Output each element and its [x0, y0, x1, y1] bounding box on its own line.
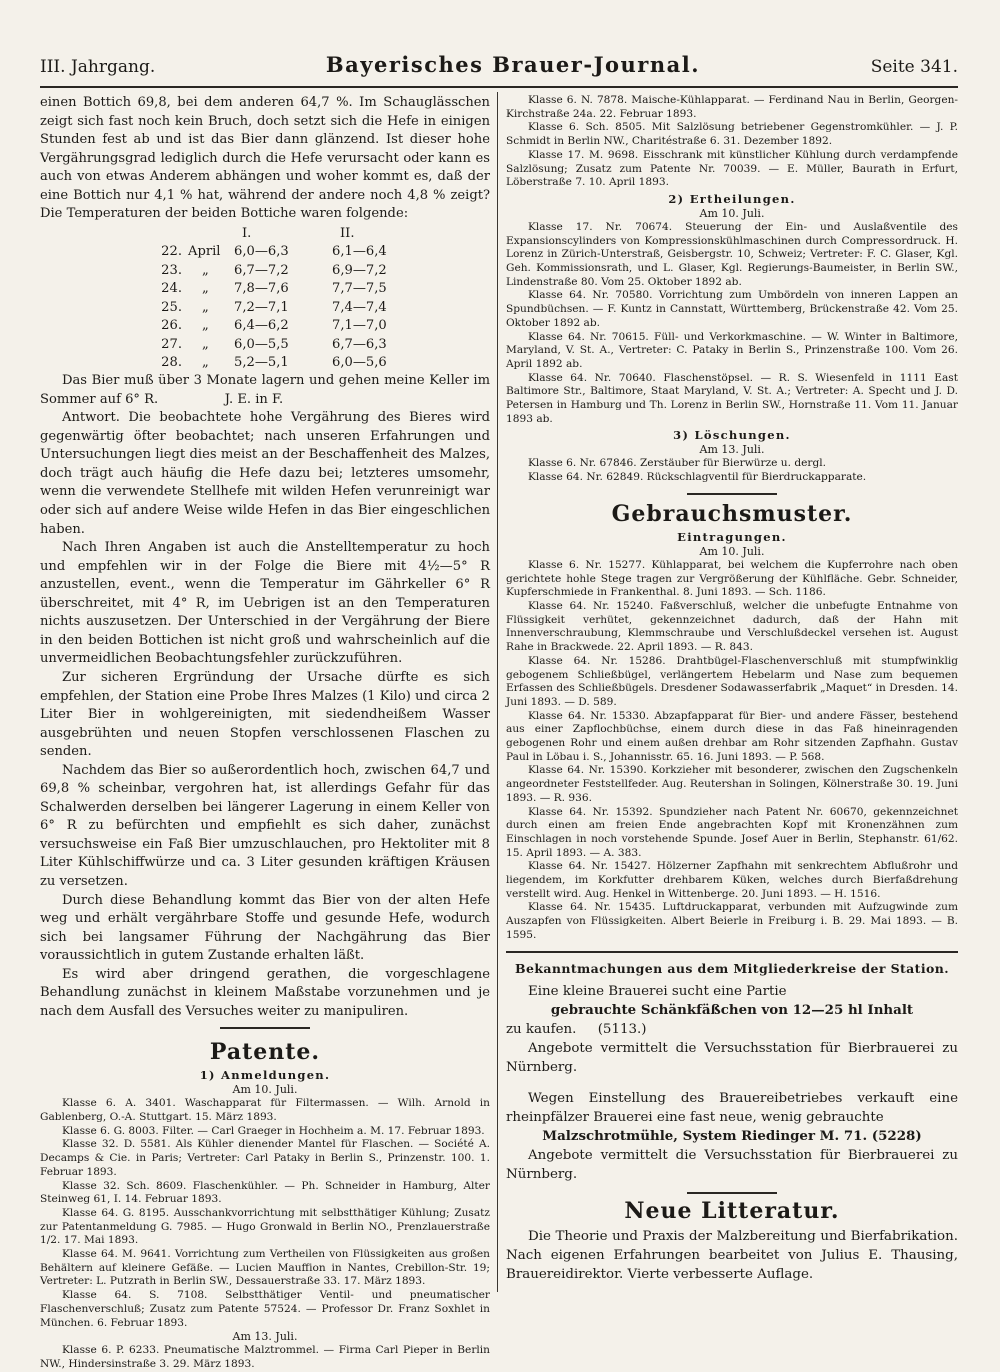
neue-litteratur-heading: Neue Litteratur.	[624, 1197, 840, 1224]
column-2-header: II.	[340, 225, 355, 241]
announcement-contact: Angebote vermittelt die Versuchsstation für Bierbrauerei zu Nürnberg.	[506, 1147, 958, 1182]
section-rule	[506, 951, 958, 953]
section-rule	[687, 493, 777, 495]
temperature-row	[144, 261, 387, 280]
anmeldungen-date: Am 10. Juli.	[232, 1083, 298, 1097]
anmeldungen-list	[40, 1097, 490, 1330]
announcement-text: zu kaufen. (5113.)	[506, 1021, 647, 1037]
value-2-cell: 6,0—5,6	[332, 355, 387, 371]
value-2-cell: 6,1—6,4	[332, 244, 387, 260]
temperature-row	[144, 354, 387, 373]
eintragungen-date: Am 10. Juli.	[699, 544, 765, 558]
announcements-heading: Bekanntmachungen aus dem Mitgliederkreise der Station.	[515, 960, 949, 976]
patent-entry: Klasse 32. D. 5581. Als Kühler dienender Mantel für Flaschen. — Société A. Decamps & Cie. in Paris; Vertreter: Carl Pataky in Berlin S., Prinzenstr. 100. 1. Februar 1893.	[40, 1138, 490, 1178]
literature-entry: Die Theorie und Praxis der Malzbereitung und Bierfabrikation. Nach eigenen Erfahrungen bearbeitet von Julius E. Thausing, Brauereidirektor. Vierte verbesserte Auflage.	[506, 1228, 958, 1282]
temperature-row	[144, 335, 387, 354]
patent-entry: Klasse 6. P. 6233. Pneumatische Malztrommel. — Firma Carl Pieper in Berlin NW., Hindersinstraße 3. 29. März 1893.	[40, 1344, 490, 1370]
value-2-cell: 6,9—7,2	[332, 262, 387, 278]
announcement-1	[506, 982, 958, 1077]
utility-model-entry: Klasse 64. Nr. 15330. Abzapfapparat für Bier- und andere Fässer, bestehend aus einer Zapflochbüchse, einem durch diese in das Faß hineinragenden gebogenen Rohr und einem außen drehbar am Rohr sitzenden Zapfhahn. Gustav Paul in Löbau i. S., Johannisstr. 65. 16. Juni 1893. — P. 568.	[506, 709, 958, 763]
patente-heading: Patente.	[209, 1039, 321, 1066]
temperature-row	[144, 298, 387, 317]
anmeldungen-list-2	[40, 1344, 490, 1371]
utility-model-entry: Klasse 64. Nr. 15392. Spundzieher nach Patent Nr. 60670, gekennzeichnet durch einen am freien Ende angebrachten Kopf mit Kronenzähnen zum Einschlagen in noch vorstehende Spunde. Josef Auer in Berlin, Stephanstr. 61/62. 15. April 1893. — A. 383.	[506, 805, 958, 859]
month-cell: „	[202, 281, 209, 297]
value-1-cell: 6,0—5,5	[234, 336, 289, 352]
temperature-table	[144, 224, 387, 372]
utility-model-entry: Klasse 64. Nr. 15390. Korkzieher mit besonderer, zwischen den Zugschenkeln angeordneter Feststellfeder. Aug. Reutershan in Solingen, Kölnerstraße 30. 19. Juni 1893. — R. 936.	[506, 764, 958, 804]
patent-entry: Klasse 32. Sch. 8609. Flaschenkühler. — Ph. Schneider in Hamburg, Alter Steinweg 61, I. 14. Februar 1893.	[40, 1179, 490, 1206]
page-number: Seite 341.	[870, 57, 958, 77]
patent-entry: Klasse 64. S. 7108. Selbstthätiger Ventil- und pneumatischer Flaschenverschluß; Zusatz zum Patente 57524. — Professor Dr. Franz Soxhlet in München. 6. Februar 1893.	[40, 1289, 490, 1329]
value-2-cell: 7,7—7,5	[332, 281, 387, 297]
value-1-cell: 6,7—7,2	[234, 262, 289, 278]
patent-entry: Klasse 6. A. 3401. Waschapparat für Filtermassen. — Wilh. Arnold in Gablenberg, O.-A. Stuttgart. 15. März 1893.	[40, 1097, 490, 1124]
anmeldungen-continued	[506, 94, 958, 190]
gebrauchsmuster-list	[506, 559, 958, 943]
loeschungen-date: Am 13. Juli.	[699, 443, 765, 457]
question-closing: Das Bier muß über 3 Monate lagern und gehen meine Keller im Sommer auf 6° R. J. E. in F.	[40, 373, 495, 407]
patent-entry: Klasse 64. Nr. 70580. Vorrichtung zum Umbördeln von inneren Lappen an Spundbüchsen. — F. Kuntz in Cannstatt, Württemberg, Brückenstraße 42. Vom 25. Oktober 1892 ab.	[506, 289, 958, 329]
anmeldungen-heading: 1) Anmeldungen.	[199, 1068, 331, 1083]
announcement-contact: Angebote vermittelt die Versuchsstation für Bierbrauerei zu Nürnberg.	[506, 1040, 958, 1075]
temperature-table-header	[144, 224, 387, 243]
patent-entry: Klasse 64. G. 8195. Ausschankvorrichtung mit selbstthätiger Kühlung; Zusatz zur Patentanmeldung G. 7985. — Hugo Gronwald in Berlin NO., Prenzlauerstraße 1/2. 17. Mai 1893.	[40, 1206, 490, 1247]
page-header	[40, 52, 958, 88]
patent-entry: Klasse 17. Nr. 70674. Steuerung der Ein- und Auslaßventile des Expansionscylinders von Kompressionskühlmaschinen durch Compressordruck. H. Lorenz in Zürich-Unterstraß, Geisbergstr. 10, Schweiz; Vertreter: F. C. Glaser, Kgl. Geh. Kommissionsrath, und L. Glaser, Kgl. Regierungs-Baumeister, in Berlin SW., Lindenstraße 80. Vom 25. Oktober 1892 ab.	[506, 220, 958, 288]
patent-entry: Klasse 64. Nr. 70615. Füll- und Verkorkmaschine. — W. Winter in Baltimore, Maryland, V. St. A., Vertreter: C. Pataky in Berlin S., Prinzenstraße 100. Vom 26. April 1892 ab.	[506, 330, 958, 370]
right-column	[506, 94, 958, 1284]
column-1-header: I.	[242, 225, 252, 241]
month-cell: April	[188, 244, 221, 260]
patent-entry: Klasse 17. M. 9698. Eisschrank mit künstlicher Kühlung durch verdampfende Salzlösung; Zusatz zum Patente Nr. 70039. — E. Müller, Baurath in Erfurt, Löberstraße 7. 10. April 1893.	[506, 148, 958, 189]
loeschungen-heading: 3) Löschungen.	[673, 428, 791, 443]
gebrauchsmuster-heading: Gebrauchsmuster.	[611, 500, 853, 527]
day-cell: 22.	[161, 244, 182, 260]
utility-model-entry: Klasse 64. Nr. 15427. Hölzerner Zapfhahn mit senkrechtem Abflußrohr und liegendem, im Korkfutter drehbarem Küken, welches durch Bierfaßdrehung verstellt wird. Aug. Henkel in Wittenberge. 20. Juni 1893. — H. 1516.	[506, 860, 958, 900]
answer-paragraph: Antwort. Die beobachtete hohe Vergährung des Bieres wird gegenwärtig öfter beobachtet; nach unseren Erfahrungen und Untersuchungen liegt dies meist an der Beschaffenheit des Malzes, doch trägt auch häufig die Hefe dazu bei; letzteres umsomehr, wenn die verwendete Stellhefe mit wilden Hefen verunreinigt war oder sich auf andere Weise wilde Hefen in das Bier eingeschlichen haben.	[40, 410, 490, 537]
patent-entry: Klasse 64. Nr. 62849. Rückschlagventil für Bierdruckapparate.	[528, 471, 867, 484]
month-cell: „	[202, 262, 209, 278]
section-rule	[687, 1192, 777, 1194]
value-1-cell: 7,2—7,1	[234, 299, 289, 315]
value-1-cell: 7,8—7,6	[234, 281, 289, 297]
answer-paragraph: Nach Ihren Angaben ist auch die Anstelltemperatur zu hoch und empfehlen wir in der Folge die Biere mit 4½—5° R anzustellen, event., wenn die Temperatur im Gährkeller 6° R überschreitet, mit 4° R, im Uebrigen ist an den Temperaturen nichts auszusetzen. Der Unterschied in der Vergährung der Biere in den beiden Bottichen ist nicht groß und wahrscheinlich auf die unvermeidlichen Beobachtungsfehler zurückzuführen.	[40, 540, 490, 667]
announcement-highlight: Malzschrotmühle, System Riedinger M. 71. (5228)	[542, 1127, 922, 1144]
ertheilungen-heading: 2) Ertheilungen.	[668, 191, 796, 206]
answer-paragraph: Es wird aber dringend gerathen, die vorgeschlagene Behandlung zunächst in kleinem Maßstabe vorzunehmen und je nach dem Ausfall des Versuches weiter zu manipuliren.	[40, 966, 490, 1019]
ertheilungen-list	[506, 221, 958, 427]
value-1-cell: 6,0—6,3	[234, 244, 289, 260]
question-text: einen Bottich 69,8, bei dem anderen 64,7 %. Im Schauglässchen zeigt sich fast noch kein Bruch, doch setzt sich die Hefe in einigen Stunden fest ab und ist das Bier dann glänzend. Ist dieser hohe Vergährungsgrad lediglich durch die Hefe verursacht oder kann es auch von etwas Anderem abhängen und woher kommt es, daß der eine Bottich nur 4,1 % hat, während der andere noch 4,8 % zeigt? Die Temperaturen der beiden Bottiche waren folgende:	[40, 95, 490, 222]
day-cell: 28.	[161, 355, 182, 371]
volume-label: III. Jahrgang.	[40, 57, 156, 77]
patent-entry: Klasse 64. M. 9641. Vorrichtung zum Vertheilen von Flüssigkeiten aus großen Behältern auf kleinere Gefäße. — Lucien Mauffion in Nantes, Crebillon-Str. 19; Vertreter: L. Putzrath in Berlin SW., Dessauerstraße 33. 17. März 1893.	[40, 1248, 490, 1288]
announcement-text: Wegen Einstellung des Brauereibetriebes verkauft eine rheinpfälzer Brauerei eine fast neue, wenig gebrauchte	[506, 1090, 958, 1125]
day-cell: 27.	[161, 336, 182, 352]
journal-title: Bayerisches Brauer-Journal.	[325, 52, 701, 77]
value-2-cell: 7,4—7,4	[332, 299, 387, 315]
left-column	[40, 94, 495, 1372]
announcement-text: Eine kleine Brauerei sucht eine Partie	[528, 983, 787, 999]
eintragungen-heading: Eintragungen.	[677, 529, 787, 544]
patent-entry: Klasse 6. N. 7878. Maische-Kühlapparat. — Ferdinand Nau in Berlin, Georgen-Kirchstraße 24a. 22. Februar 1893.	[506, 94, 958, 120]
answer-paragraph: Durch diese Behandlung kommt das Bier von der alten Hefe weg und erhält vergährbare Stoffe und gesunde Hefe, wodurch sich bei langsamer Führung der Nachgährung das Bier voraussichtlich in gutem Zustande erhalten läßt.	[40, 892, 490, 964]
temperature-row	[144, 242, 387, 261]
temperature-row	[144, 279, 387, 298]
temperature-row	[144, 317, 387, 336]
month-cell: „	[202, 318, 209, 334]
section-rule	[220, 1027, 310, 1029]
anmeldungen-date-2: Am 13. Juli.	[232, 1330, 298, 1344]
patent-entry: Klasse 6. G. 8003. Filter. — Carl Graeger in Hochheim a. M. 17. Februar 1893.	[62, 1124, 485, 1137]
value-2-cell: 7,1—7,0	[332, 318, 387, 334]
utility-model-entry: Klasse 64. Nr. 15286. Drahtbügel-Flaschenverschluß mit stumpfwinklig gebogenem Schließbügel, verlängertem Hebelarm und Nase zum bequemen Erfassen des Schließbügels. Dresdener Sodawasserfabrik „Maquet“ in Dresden. 14. Juni 1893. — D. 589.	[506, 654, 958, 708]
column-divider	[497, 92, 498, 1292]
patent-entry: Klasse 6. Sch. 8505. Mit Salzlösung betriebener Gegenstromkühler. — J. P. Schmidt in Berlin NW., Charitéstraße 6. 31. Dezember 1892.	[506, 121, 958, 148]
answer-paragraph: Zur sicheren Ergründung der Ursache dürfte es sich empfehlen, der Station eine Probe Ihres Malzes (1 Kilo) und circa 2 Liter Bier in wohlgereinigten, mit siedendheißem Wasser ausgebrühten und neuen Stopfen verschlossenen Flaschen zu senden.	[40, 669, 490, 760]
value-1-cell: 6,4—6,2	[234, 318, 289, 334]
answer-paragraph: Nachdem das Bier so außerordentlich hoch, zwischen 64,7 und 69,8 % scheinbar, vergohren hat, ist allerdings Gefahr für das Schalwerden derselben bei längerer Lagerung in einem Keller von 6° R zu befürchten und empfiehlt es sich daher, zunächst versuchsweise ein Faß Bier umzuschlauchen, pro Hektoliter mit 8 Liter Kühlschiffwürze und ca. 3 Liter gesunden kräftigen Kräusen zu versetzen.	[40, 762, 490, 889]
utility-model-entry: Klasse 6. Nr. 15277. Kühlapparat, bei welchem die Kupferrohre nach oben gerichtete hohle Stege tragen zur Vergrößerung der Kühlfläche. Gebr. Schneider, Kupferschmiede in Frankenthal. 8. Juni 1893. — Sch. 1186.	[506, 558, 958, 599]
month-cell: „	[202, 336, 209, 352]
day-cell: 23.	[161, 262, 182, 278]
patent-entry: Klasse 6. Nr. 67846. Zerstäuber für Bierwürze u. dergl.	[528, 457, 827, 470]
patent-entry: Klasse 64. Nr. 70640. Flaschenstöpsel. — R. S. Wiesenfeld in 1111 East Baltimore Str., Baltimore, Staat Maryland, V. St. A.; Vertreter: A. Specht und J. D. Petersen in Hamburg und Th. Lorenz in Berlin SW., Hornstraße 11. Vom 11. Januar 1893 ab.	[506, 371, 958, 425]
month-cell: „	[202, 299, 209, 315]
value-1-cell: 5,2—5,1	[234, 355, 289, 371]
value-2-cell: 6,7—6,3	[332, 336, 387, 352]
day-cell: 25.	[161, 299, 182, 315]
utility-model-entry: Klasse 64. Nr. 15240. Faßverschluß, welcher die unbefugte Entnahme von Flüssigkeit verhütet, gekennzeichnet dadurch, daß der Hahn mit Innenverschraubung, Klemmschraube und Verschlußdeckel versehen ist. August Rahe in Brackwede. 22. April 1893. — R. 843.	[506, 599, 958, 654]
loeschungen-list	[506, 457, 958, 484]
announcement-highlight: gebrauchte Schänkfäßchen von 12—25 hl Inhalt	[550, 1001, 914, 1018]
ertheilungen-date: Am 10. Juli.	[699, 206, 765, 220]
day-cell: 26.	[161, 318, 182, 334]
announcement-2	[506, 1089, 958, 1184]
day-cell: 24.	[161, 281, 182, 297]
utility-model-entry: Klasse 64. Nr. 15435. Luftdruckapparat, verbunden mit Aufzugwinde zum Auszapfen von Flüssigkeiten. Albert Beierle in Freiburg i. B. 29. Mai 1893. — B. 1595.	[506, 901, 958, 941]
month-cell: „	[202, 355, 209, 371]
